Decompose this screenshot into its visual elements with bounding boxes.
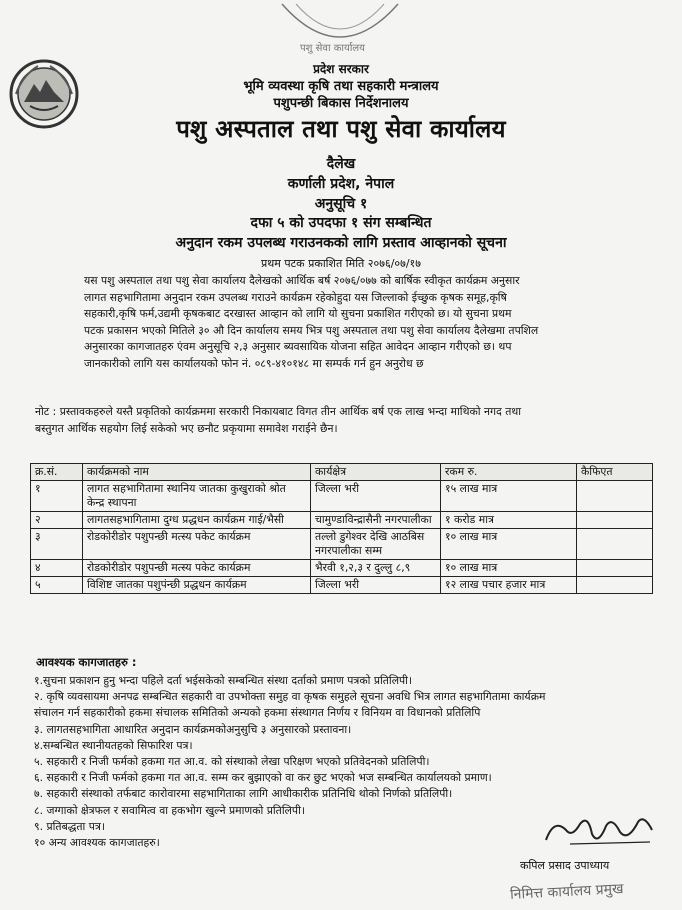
cell-amount: १० लाख मात्र [441,529,577,560]
table-row [31,512,653,529]
cell-amount: १२ लाख पचार हजार मात्र [441,577,577,594]
notice-body [84,273,644,373]
col-header-amount: रकम रु. [441,464,577,481]
cell-remarks [577,577,653,594]
programs-table [30,463,653,594]
list-item: संचालन गर्न सहकारीको हकमा संचालक समितिको अन्यको हकमा संस्थागत निर्णय र विनियम वा विधानको प्रतिलिपि [34,706,481,720]
table-row [31,560,653,577]
office-district: दैलेख [326,156,356,172]
cell-amount: १ करोड मात्र [441,512,577,529]
body-line: अनुसारका कागजातहरु एंवम अनुसूचि २,३ अनुसार ब्यवसायिक योजना सहित आवेदन आव्हान गरीएको छ। थप [84,340,512,354]
list-item: २. कृषि व्यवसायमा अनपढ सम्बन्धित सहकारी वा उपभोक्ता समुह वा कृषक समुहले सूचना अवधि भित्र लागत सहभागितामा कार्यक्रम [34,690,546,704]
cell-remarks [577,512,653,529]
col-header-program: कार्यक्रमको नाम [83,464,311,481]
header-line1: प्रदेश सरकार [313,62,369,76]
cell-program: विशिष्ट जातका पशुपंन्छी प्रद्धधन कार्यक्रम [83,577,311,594]
office-title: पशु अस्पताल तथा पशु सेवा कार्यालय [176,115,506,143]
list-item: ४.सम्बन्धित स्थानीयतहको सिफारिश पत्र। [34,738,193,752]
cell-program: लागत सहभागितामा स्थानिय जातका कुखुराको श्रोत केन्द्र स्थापना [83,481,311,512]
header-directorate: पशुपन्छी बिकास निर्देशनालय [273,96,409,111]
list-item: १.सुचना प्रकाशन हुनु भन्दा पहिले दर्ता भईसकेको सम्बन्धित संस्था दर्ताको प्रमाण पत्रको प्रतिलिपी। [34,674,413,687]
signatory-name: कपिल प्रसाद उपाध्याय [520,859,610,872]
list-item: ५. सहकारी र निजी फर्मको हकमा गत आ.व. को संस्थाको लेखा परिक्षण भएको प्रतिवेदनको प्रतिलिपी। [34,755,430,769]
table-row [31,529,653,560]
cell-area: चामुण्डाविन्द्रासैनी नगरपालीका [311,512,441,529]
published-date: प्रथम पटक प्रकाशित मिति २०७६/०७/१७ [261,257,421,270]
col-header-area: कार्यक्षेत्र [311,464,441,481]
clause-label: दफा ५ को उपदफा १ संग सम्बन्धित [250,215,432,231]
cell-remarks [577,560,653,577]
cell-sn: १ [31,481,83,512]
cell-remarks [577,529,653,560]
header-ministry: भूमि व्यवस्था कृषि तथा सहकारी मन्त्रालय [243,79,439,94]
col-header-sn: क्र.सं. [31,464,83,481]
cell-area: तल्लो डुगेश्वर देखि आठबिस नगरपालीका सम्म [311,529,441,560]
col-header-remarks: कैफिएत [577,464,653,481]
note-line: बस्तुगत आर्थिक सहयोग लिई सकेको भए छनौट प्रकृयामा समावेश गराईने छैन। [35,421,338,435]
cell-sn: ३ [31,529,83,560]
body-line: यस पशु अस्पताल तथा पशु सेवा कार्यालय दैलेखको आर्थिक बर्ष २०७६/०७७ को बार्षिक स्वीकृत कार्यक्रम अनुसार [84,274,520,287]
list-item: १० अन्य आवश्यक कागजातहरु। [34,836,160,850]
body-line: जानकारीको लागि यस कार्यालयको फोन नं. ०८९-४१०१४८ मा सम्पर्क गर्न हुन अनुरोध छ [84,356,424,370]
list-item: ६. सहकारी र निजी फर्मको हकमा गत आ.व. सम्म कर बुझाएको वा कर छुट भएको भज सम्बन्धित कार्यालयको प्रमाण। [34,771,492,785]
note-line: नोट : प्रस्तावकहरुले यस्तै प्रकृतिको कार्यक्रममा सरकारी निकायबाट विगत तीन आर्थिक बर्ष एक लाख भन्दा माथिको नगद तथा [35,405,522,418]
note-section [35,404,647,437]
list-item: ३. लागतसहभागिता आधारित अनुदान कार्यक्रमकोअनुसुचि ३ अनुसारको प्रस्तावना। [34,722,352,736]
office-province: कर्णाली प्रदेश, नेपाल [287,176,395,192]
table-row [31,577,653,594]
cell-program: लागतसहभागितामा दुग्ध प्रद्धधन कार्यक्रम गाई/भैसी [83,512,311,529]
cell-area: जिल्ला भरी [311,577,441,594]
body-line: पटक प्रकासन भएको मितिले ३० औ दिन कार्यालय समय भित्र पशु अस्पताल तथा पशु सेवा कार्यालय दैलेखमा तपशिल [84,323,539,337]
officer-stamp: निमित्त कार्यालय प्रमुख [509,881,624,903]
signature [540,812,660,850]
cell-sn: २ [31,512,83,529]
cell-area: भैरवी १,२,३ र दुल्लु ८,९ [311,560,441,577]
office-seal-text: पशु सेवा कार्यालय [300,43,365,54]
cell-program: रोडकोरीडोर पशुपन्छी मत्स्य पकेट कार्यक्रम [83,529,311,560]
cell-area: जिल्ला भरी [311,481,441,512]
requirements-title: आवश्यक कागजातहरु : [36,655,137,669]
cell-sn: ५ [31,577,83,594]
cell-amount: १० लाख मात्र [441,560,577,577]
list-item: ७. सहकारी संस्थाको तर्फबाट कारोवारमा सहभागिताका लागि आधीकारीक प्रतिनिधि थोको निर्णको प्रतिलिपी। [34,787,453,801]
list-item: ९. प्रतिबद्धता पत्र। [34,819,105,833]
list-item: ८. जग्गाको क्षेत्रफल र सवामित्व वा हकभोग खुल्ने प्रमाणको प्रतिलिपी। [34,803,305,817]
cell-program: रोडकोरीडोर पशुपन्छी मत्स्य पकेट कार्यक्रम [83,560,311,577]
table-header-row [31,464,653,481]
cell-amount: १५ लाख मात्र [441,481,577,512]
table-row [31,481,653,512]
annex-label: अनुसूचि १ [314,196,368,212]
body-line: लागत सहभागितामा अनुदान रकम उपलब्ध गराउने कार्यक्रम रहेकोहुदा यस जिल्लाको ईच्छुक कृषक समूह,कृषि [84,290,507,304]
notice-subject: अनुदान रकम उपलब्ध गराउनकको लागि प्रस्ताव आव्हानको सूचना [175,235,507,251]
cell-remarks [577,481,653,512]
cell-sn: ४ [31,560,83,577]
body-line: सहकारी,कृषि फर्म,उद्यमी कृषकबाट दरखास्त आव्हान को लागि यो सुचना प्रकाशित गरीएको छ। यो सुचना प्रथम [84,307,512,321]
